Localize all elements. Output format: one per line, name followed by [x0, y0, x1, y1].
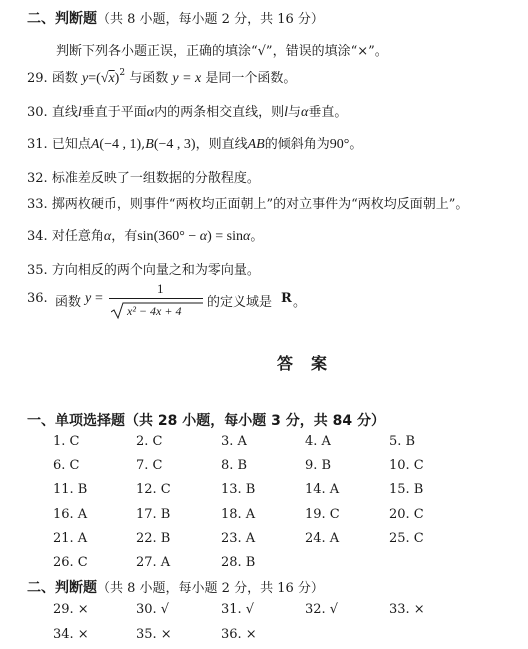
question-35	[27, 259, 260, 278]
question-text: 标准差反映了一组数据的分散程度。	[51, 171, 260, 186]
math-var: y	[85, 291, 92, 306]
mc-answer-item: 26. C	[53, 555, 88, 570]
question-text: 方向相反的两个向量之和为零向量。	[51, 263, 260, 278]
math-expr: (360° −	[153, 229, 200, 244]
question-text: 已知点	[51, 137, 91, 152]
question-number: 30.	[27, 105, 48, 120]
question-32	[27, 167, 260, 186]
judge-heading-note: （共 8 小题，每小题 2 分，共 16 分）	[97, 12, 324, 27]
mc-answer-item: 14. A	[305, 482, 340, 498]
judge-heading-title: 二、判断题	[27, 11, 97, 27]
question-text: 直线	[51, 105, 78, 120]
mc-answer-item: 6. C	[53, 458, 80, 474]
mc-answer-item: 8. B	[221, 458, 248, 474]
judge-answers-heading	[27, 577, 324, 597]
mc-answer-item: 20. C	[389, 506, 424, 522]
math-expr: (−4 , 3)	[153, 137, 196, 152]
judge-answer-item: 32. √	[305, 602, 339, 617]
question-number: 33.	[27, 197, 48, 212]
mc-answers-heading	[27, 410, 385, 430]
question-29	[27, 67, 296, 87]
judge-answer-item: 33. ×	[389, 602, 425, 617]
question-text: 函数	[51, 71, 78, 86]
math-op: )	[114, 71, 120, 86]
math-func: = sin	[211, 229, 243, 244]
mc-answer-item: 18. A	[221, 506, 256, 522]
mc-answer-item: 15. B	[389, 482, 424, 498]
question-text: 是同一个函数。	[205, 71, 297, 86]
mc-answer-item: 9. B	[305, 458, 332, 474]
question-34	[27, 225, 263, 245]
math-var: B	[145, 137, 154, 152]
mc-answer-item: 7. C	[136, 458, 163, 474]
question-text: 掷两枚硬币，则事件“两枚均正面朝上”的对立事件为“两枚均反面朝上”。	[51, 197, 469, 212]
math-var: α	[199, 229, 208, 244]
mc-answer-item: 3. A	[221, 434, 247, 449]
math-func: sin	[137, 229, 154, 244]
mc-answer-item: 16. A	[53, 506, 88, 522]
math-set-real: R	[281, 291, 292, 306]
math-op: )	[207, 229, 212, 244]
question-text: ，则直线	[195, 137, 248, 152]
question-text: 内的两条相交直线，则	[154, 105, 285, 120]
math-var: l	[284, 105, 289, 120]
sqrt-icon: √	[100, 71, 109, 86]
question-text: 的倾斜角为	[264, 137, 330, 152]
mc-answer-item: 25. C	[389, 530, 424, 546]
math-expr: (−4 , 1)	[99, 137, 142, 152]
mc-answer-item: 21. A	[53, 530, 88, 546]
judge-section-heading	[27, 8, 324, 28]
mc-answer-item: 17. B	[136, 506, 171, 522]
question-text: 。	[293, 295, 307, 310]
question-36	[27, 281, 327, 325]
question-text: 。	[349, 137, 363, 152]
judge-answer-item: 36. ×	[221, 627, 257, 642]
math-var: α	[301, 105, 309, 120]
judge-instruction: 判断下列各小题正误，正确的填涂“√”，错误的填涂“×”。	[56, 44, 388, 59]
mc-answer-item: 10. C	[389, 458, 424, 474]
judge-answer-heading-note: （共 8 小题，每小题 2 分，共 16 分）	[97, 581, 324, 596]
mc-answer-item: 24. A	[305, 530, 340, 546]
question-number: 31.	[27, 137, 48, 152]
exponent: 2	[119, 68, 126, 78]
mc-answer-item: 5. B	[389, 434, 416, 449]
math-var: l	[77, 105, 82, 120]
question-text: 函数	[55, 295, 82, 310]
question-text: ,	[141, 137, 146, 152]
question-text: 垂直于平面	[81, 105, 147, 120]
mc-answer-item: 23. A	[221, 530, 256, 546]
question-number: 34.	[27, 229, 48, 244]
judge-answer-item: 30. √	[136, 602, 170, 617]
question-text: 。	[250, 229, 264, 244]
question-30	[27, 101, 347, 121]
question-number: 29.	[27, 71, 48, 86]
question-text: 与	[288, 105, 302, 120]
question-number: 35.	[27, 263, 48, 278]
question-33	[27, 193, 468, 212]
mc-answer-item: 22. B	[136, 530, 171, 546]
question-text: 的定义域是	[207, 295, 273, 310]
question-text: 垂直。	[308, 105, 348, 120]
math-var: α	[146, 105, 155, 120]
question-text: 对任意角	[51, 229, 104, 244]
math-var: x	[108, 71, 115, 86]
math-var: α	[103, 229, 112, 244]
mc-answer-item: 2. C	[136, 434, 163, 449]
mc-answer-item: 12. C	[136, 482, 171, 498]
mc-heading-text: 一、单项选择题（共 28 小题，每小题 3 分，共 84 分）	[27, 413, 385, 429]
question-text: ，有	[111, 229, 138, 244]
question-31	[27, 133, 362, 153]
math-op: =	[95, 291, 103, 306]
judge-answer-item: 34. ×	[53, 627, 89, 642]
mc-answer-item: 13. B	[221, 482, 256, 498]
question-number: 36.	[27, 291, 48, 306]
question-text: 与函数	[129, 71, 169, 86]
judge-answer-item: 35. ×	[136, 627, 172, 642]
fraction-denominator: x² − 4x + 4	[127, 304, 182, 318]
mc-answer-item: 19. C	[305, 506, 340, 522]
mc-answer-item: 1. C	[53, 434, 80, 449]
question-number: 32.	[27, 171, 48, 186]
math-var: AB	[247, 137, 265, 152]
fraction-numerator: 1	[157, 281, 164, 296]
mc-answer-item: 28. B	[221, 555, 256, 570]
mc-answer-item: 11. B	[53, 482, 88, 498]
math-op: =(	[88, 71, 101, 86]
mc-answer-item: 27. A	[136, 555, 171, 570]
answer-title: 答案	[277, 354, 346, 373]
judge-answer-heading-title: 二、判断题	[27, 580, 97, 596]
mc-answer-item: 4. A	[305, 434, 331, 449]
fraction-bar	[109, 298, 203, 299]
math-var: A	[90, 137, 100, 152]
math-expr: 90°	[329, 137, 350, 152]
math-var: y	[81, 71, 89, 86]
judge-answer-item: 29. ×	[53, 602, 89, 617]
judge-answer-item: 31. √	[221, 602, 255, 617]
math-expr: y = x	[172, 71, 202, 86]
math-var: α	[242, 229, 251, 244]
